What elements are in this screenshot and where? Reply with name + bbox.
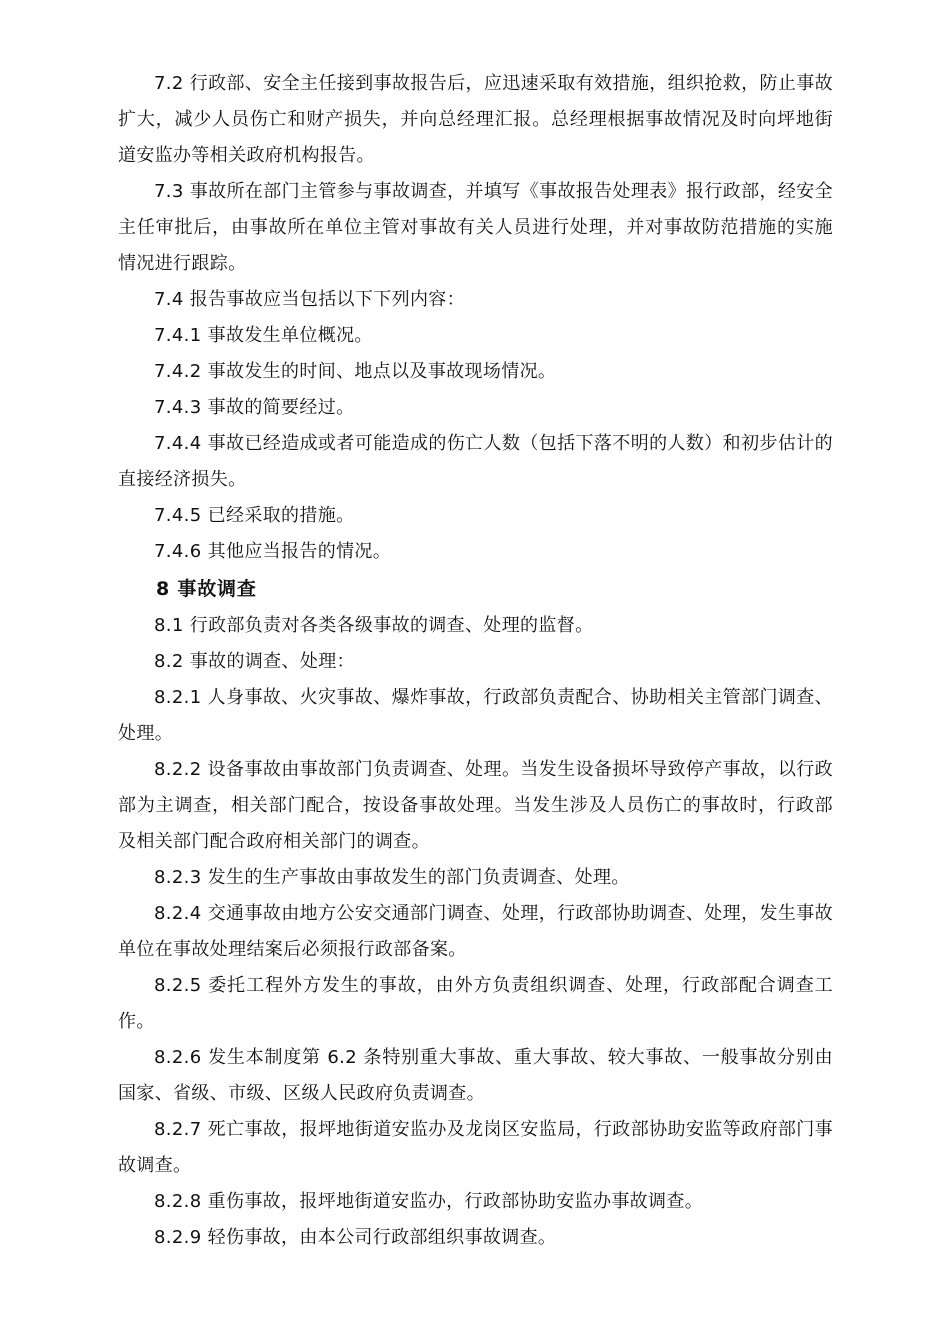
paragraph-8-2-1: 8.2.1 人身事故、火灾事故、爆炸事故，行政部负责配合、协助相关主管部门调查、处理。 <box>118 687 833 744</box>
paragraph-8-2-2: 8.2.2 设备事故由事故部门负责调查、处理。当发生设备损坏导致停产事故，以行政部为主调查，相关部门配合，按设备事故处理。当发生涉及人员伤亡的事故时，行政部及相关部门配合政府相关部门的调查。 <box>118 759 833 852</box>
paragraph-7-4: 7.4 报告事故应当包括以下下列内容： <box>154 289 465 310</box>
paragraph-7-3: 7.3 事故所在部门主管参与事故调查，并填写《事故报告处理表》报行政部，经安全主任审批后，由事故所在单位主管对事故有关人员进行处理，并对事故防范措施的实施情况进行跟踪。 <box>118 181 833 274</box>
paragraph-7-2: 7.2 行政部、安全主任接到事故报告后，应迅速采取有效措施，组织抢救，防止事故扩大，减少人员伤亡和财产损失，并向总经理汇报。总经理根据事故情况及时向坪地街道安监办等相关政府机构报告。 <box>118 73 833 166</box>
paragraph-8-2-4: 8.2.4 交通事故由地方公安交通部门调查、处理，行政部协助调查、处理，发生事故单位在事故处理结案后必须报行政部备案。 <box>118 903 833 960</box>
paragraph-8-2-6: 8.2.6 发生本制度第 6.2 条特别重大事故、重大事故、较大事故、一般事故分别由国家、省级、市级、区级人民政府负责调查。 <box>118 1047 833 1104</box>
document-page <box>118 66 833 1256</box>
paragraph-7-4-1: 7.4.1 事故发生单位概况。 <box>154 325 373 346</box>
paragraph-8-2: 8.2 事故的调查、处理： <box>154 651 355 672</box>
paragraph-7-4-2: 7.4.2 事故发生的时间、地点以及事故现场情况。 <box>154 361 557 382</box>
section-8-heading: 8 事故调查 <box>156 578 257 600</box>
paragraph-8-2-3: 8.2.3 发生的生产事故由事故发生的部门负责调查、处理。 <box>154 867 630 888</box>
paragraph-7-4-3: 7.4.3 事故的简要经过。 <box>154 397 355 418</box>
paragraph-8-2-9: 8.2.9 轻伤事故，由本公司行政部组织事故调查。 <box>154 1227 557 1248</box>
paragraph-8-1: 8.1 行政部负责对各类各级事故的调查、处理的监督。 <box>154 615 594 636</box>
paragraph-8-2-5: 8.2.5 委托工程外方发生的事故，由外方负责组织调查、处理，行政部配合调查工作。 <box>118 975 833 1032</box>
paragraph-8-2-7: 8.2.7 死亡事故，报坪地街道安监办及龙岗区安监局，行政部协助安监等政府部门事故调查。 <box>118 1119 833 1176</box>
paragraph-7-4-4: 7.4.4 事故已经造成或者可能造成的伤亡人数（包括下落不明的人数）和初步估计的直接经济损失。 <box>118 433 833 490</box>
paragraph-8-2-8: 8.2.8 重伤事故，报坪地街道安监办，行政部协助安监办事故调查。 <box>154 1191 704 1212</box>
paragraph-7-4-6: 7.4.6 其他应当报告的情况。 <box>154 541 392 562</box>
paragraph-7-4-5: 7.4.5 已经采取的措施。 <box>154 505 355 526</box>
